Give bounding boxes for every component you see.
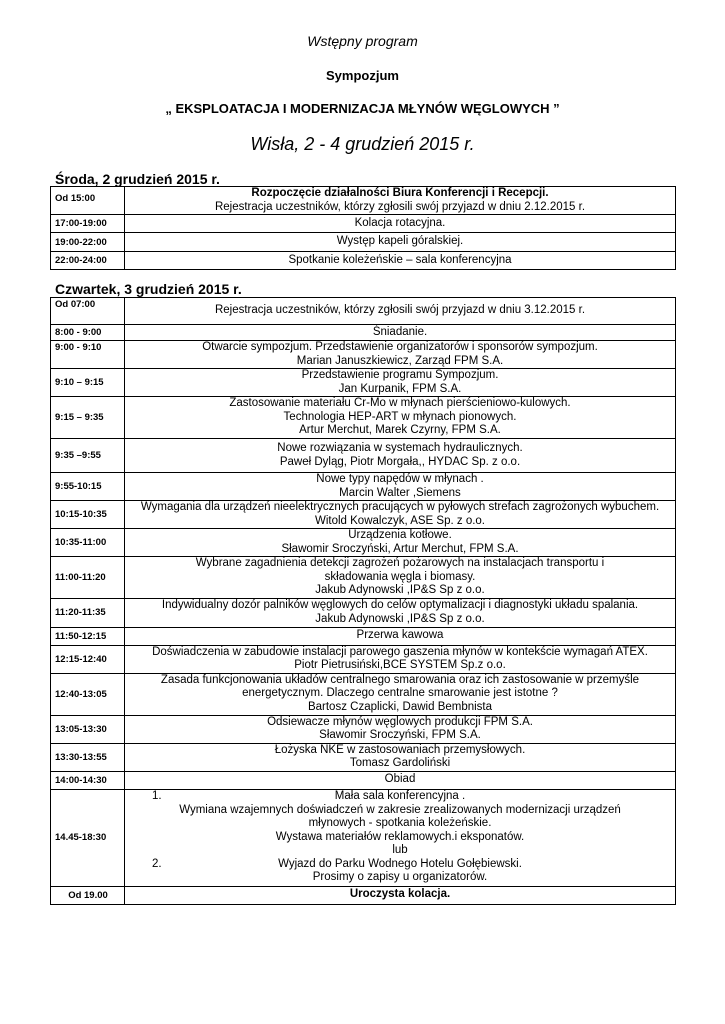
description-line: Jan Kurpanik, FPM S.A.	[338, 382, 462, 395]
event-place-date: Wisła, 2 - 4 grudzień 2015 r.	[250, 134, 475, 154]
table-row	[51, 233, 676, 252]
list-text: Prosimy o zapisy u organizatorów.	[312, 871, 488, 884]
event-name: „ EKSPLOATACJA I MODERNIZACJA MŁYNÓW WĘGLOWYCH ”	[165, 101, 560, 116]
day1-heading: Środa, 2 grudzień 2015 r.	[55, 171, 220, 187]
description-cell	[125, 598, 676, 627]
description-line	[128, 804, 672, 818]
list-number: 2.	[152, 857, 162, 870]
table-row	[51, 325, 676, 341]
time-cell: 9:00 - 9:10	[51, 341, 125, 369]
description-line: Sławomir Sroczyński, FPM S.A.	[319, 729, 481, 741]
time-cell: 8:00 - 9:00	[51, 325, 125, 341]
day2-schedule-table	[50, 297, 676, 905]
time-cell: Od 15:00	[51, 187, 125, 215]
description-line	[128, 858, 672, 872]
document-subtitle: Wstępny program	[307, 33, 418, 49]
list-text: Wyjazd do Parku Wodnego Hotelu Gołębiewski.	[278, 857, 522, 870]
time-cell: 9:55-10:15	[51, 473, 125, 501]
description-line: Nowe typy napędów w młynach .	[316, 473, 484, 485]
time-cell: 11:50-12:15	[51, 627, 125, 645]
time-cell: Od 07:00	[51, 298, 125, 325]
list-text: Mała sala konferencyjna .	[334, 790, 466, 803]
description-line: Marcin Walter ,Siemens	[339, 486, 461, 499]
description-line: Wymagania dla urządzeń nieelektrycznych pracujących w pyłowych strefach zagrożonych wybuchem.	[140, 501, 660, 513]
description-line	[128, 871, 672, 885]
table-row	[51, 557, 676, 599]
table-row	[51, 771, 676, 789]
table-row	[51, 369, 676, 397]
time-cell: 11:00-11:20	[51, 557, 125, 599]
table-row	[51, 215, 676, 233]
time-cell: 13:05-13:30	[51, 715, 125, 743]
description-cell	[125, 557, 676, 599]
description-line: Paweł Dyląg, Piotr Morgała,, HYDAC Sp. z o.o.	[279, 455, 521, 468]
time-cell: 9:35 –9:55	[51, 439, 125, 473]
description-line: Bartosz Czaplicki, Dawid Bembnista	[307, 700, 493, 713]
table-row	[51, 397, 676, 439]
table-row	[51, 187, 676, 215]
description-cell: Kolacja rotacyjna.	[125, 215, 676, 233]
description-cell	[125, 439, 676, 473]
description-line: składowania węgla i biomasy.	[324, 570, 476, 583]
description-cell: Spotkanie koleżeńskie – sala konferencyjna	[125, 252, 676, 270]
list-text: Wystawa materiałów reklamowych.i eksponatów.	[275, 830, 525, 843]
table-row	[51, 529, 676, 557]
description-line: Doświadczenia w zabudowie instalacji parowego gaszenia młynów w kontekście wymagań ATEX.	[152, 645, 648, 658]
description-cell	[125, 645, 676, 673]
description-cell	[125, 369, 676, 397]
time-cell: 10:35-11:00	[51, 529, 125, 557]
table-row	[51, 252, 676, 270]
description-cell	[125, 673, 676, 715]
table-row	[51, 645, 676, 673]
description-line: Nowe rozwiązania w systemach hydraulicznych.	[277, 442, 523, 454]
event-type: Sympozjum	[326, 68, 399, 83]
day2-heading: Czwartek, 3 grudzień 2015 r.	[55, 281, 242, 297]
time-cell: 10:15-10:35	[51, 501, 125, 529]
description-line: Artur Merchut, Marek Czyrny, FPM S.A.	[299, 424, 501, 437]
table-row	[51, 473, 676, 501]
description-line: Łożyska NKE w zastosowaniach przemysłowych.	[274, 743, 526, 756]
table-row	[51, 341, 676, 369]
description-line: Zasada funkcjonowania układów centralnego smarowania oraz ich zastosowanie w przemyśle	[160, 673, 640, 686]
time-cell: 17:00-19:00	[51, 215, 125, 233]
table-row	[51, 598, 676, 627]
time-cell: 9:10 – 9:15	[51, 369, 125, 397]
description-line	[128, 831, 672, 845]
description-line: Jakub Adynowski ,IP&S Sp z o.o.	[315, 584, 485, 596]
description-cell	[125, 715, 676, 743]
time-cell: 12:15-12:40	[51, 645, 125, 673]
description-line: Witold Kowalczyk, ASE Sp. z o.o.	[314, 514, 485, 527]
table-row	[51, 789, 676, 886]
time-cell: 13:30-13:55	[51, 743, 125, 771]
list-text: lub	[392, 844, 408, 857]
description-line	[128, 844, 672, 858]
table-row	[51, 439, 676, 473]
table-row	[51, 886, 676, 904]
description-line: Sławomir Sroczyński, Artur Merchut, FPM S.A.	[281, 542, 519, 555]
description-line	[128, 817, 672, 831]
description-cell	[125, 529, 676, 557]
time-cell: 9:15 – 9:35	[51, 397, 125, 439]
description-line: Zastosowanie materiału Cr-Mo w młynach pierścieniowo-kulowych.	[229, 397, 571, 410]
description-line: Przedstawienie programu Sympozjum.	[301, 369, 499, 381]
description-cell: Uroczysta kolacja.	[125, 886, 676, 904]
list-text: młynowych - spotkania koleżeńskie.	[308, 817, 492, 830]
description-line: Jakub Adynowski ,IP&S Sp z o.o.	[315, 612, 485, 625]
time-cell: 14:00-14:30	[51, 771, 125, 789]
description-line: Marian Januszkiewicz, Zarząd FPM S.A.	[296, 354, 504, 367]
description-cell	[125, 743, 676, 771]
description-cell	[125, 473, 676, 501]
description-line: Piotr Pietrusiński,BCE SYSTEM Sp.z o.o.	[294, 659, 506, 671]
description-line: Otwarcie sympozjum. Przedstawienie organizatorów i sponsorów sympozjum.	[202, 341, 598, 353]
table-row	[51, 501, 676, 529]
list-number: 1.	[152, 790, 162, 803]
description-line: Indywidualny dozór palników węglowych do celów optymalizacji i diagnostyki układu spalania.	[161, 599, 639, 611]
description-cell: Obiad	[125, 771, 676, 789]
description-line: energetycznym. Dlaczego centralne smarowanie jest istotne ?	[242, 687, 558, 700]
description-cell	[125, 397, 676, 439]
time-cell: 12:40-13:05	[51, 673, 125, 715]
description-line: Tomasz Gardoliński	[349, 757, 451, 769]
description-line: Rozpoczęcie działalności Biura Konferencji i Recepcji.	[251, 187, 549, 199]
description-line: Wybrane zagadnienia detekcji zagrożeń pożarowych na instalacjach transportu i	[195, 557, 605, 569]
description-cell	[125, 789, 676, 886]
table-row	[51, 627, 676, 645]
description-line: Technologia HEP-ART w młynach pionowych.	[283, 410, 517, 423]
description-cell: Śniadanie.	[125, 325, 676, 341]
table-row	[51, 743, 676, 771]
time-cell: 19:00-22:00	[51, 233, 125, 252]
description-cell: Rejestracja uczestników, którzy zgłosili swój przyjazd w dniu 3.12.2015 r.	[125, 298, 676, 325]
time-cell: 14.45-18:30	[51, 789, 125, 886]
time-cell: 11:20-11:35	[51, 598, 125, 627]
day1-schedule-table	[50, 186, 676, 270]
table-row	[51, 715, 676, 743]
table-row	[51, 673, 676, 715]
description-line: Urządzenia kotłowe.	[348, 529, 452, 541]
time-cell: 22:00-24:00	[51, 252, 125, 270]
description-line: Odsiewacze młynów węglowych produkcji FPM S.A.	[267, 715, 533, 728]
description-cell: Przerwa kawowa	[125, 627, 676, 645]
description-line	[128, 790, 672, 804]
description-cell	[125, 341, 676, 369]
description-cell	[125, 187, 676, 215]
description-line: Rejestracja uczestników, którzy zgłosili swój przyjazd w dniu 2.12.2015 r.	[214, 200, 586, 213]
time-cell: Od 19.00	[51, 886, 125, 904]
table-row	[51, 298, 676, 325]
description-cell	[125, 501, 676, 529]
list-text: Wymiana wzajemnych doświadczeń w zakresie zrealizowanych modernizacji urządzeń	[179, 803, 621, 816]
description-cell: Występ kapeli góralskiej.	[125, 233, 676, 252]
